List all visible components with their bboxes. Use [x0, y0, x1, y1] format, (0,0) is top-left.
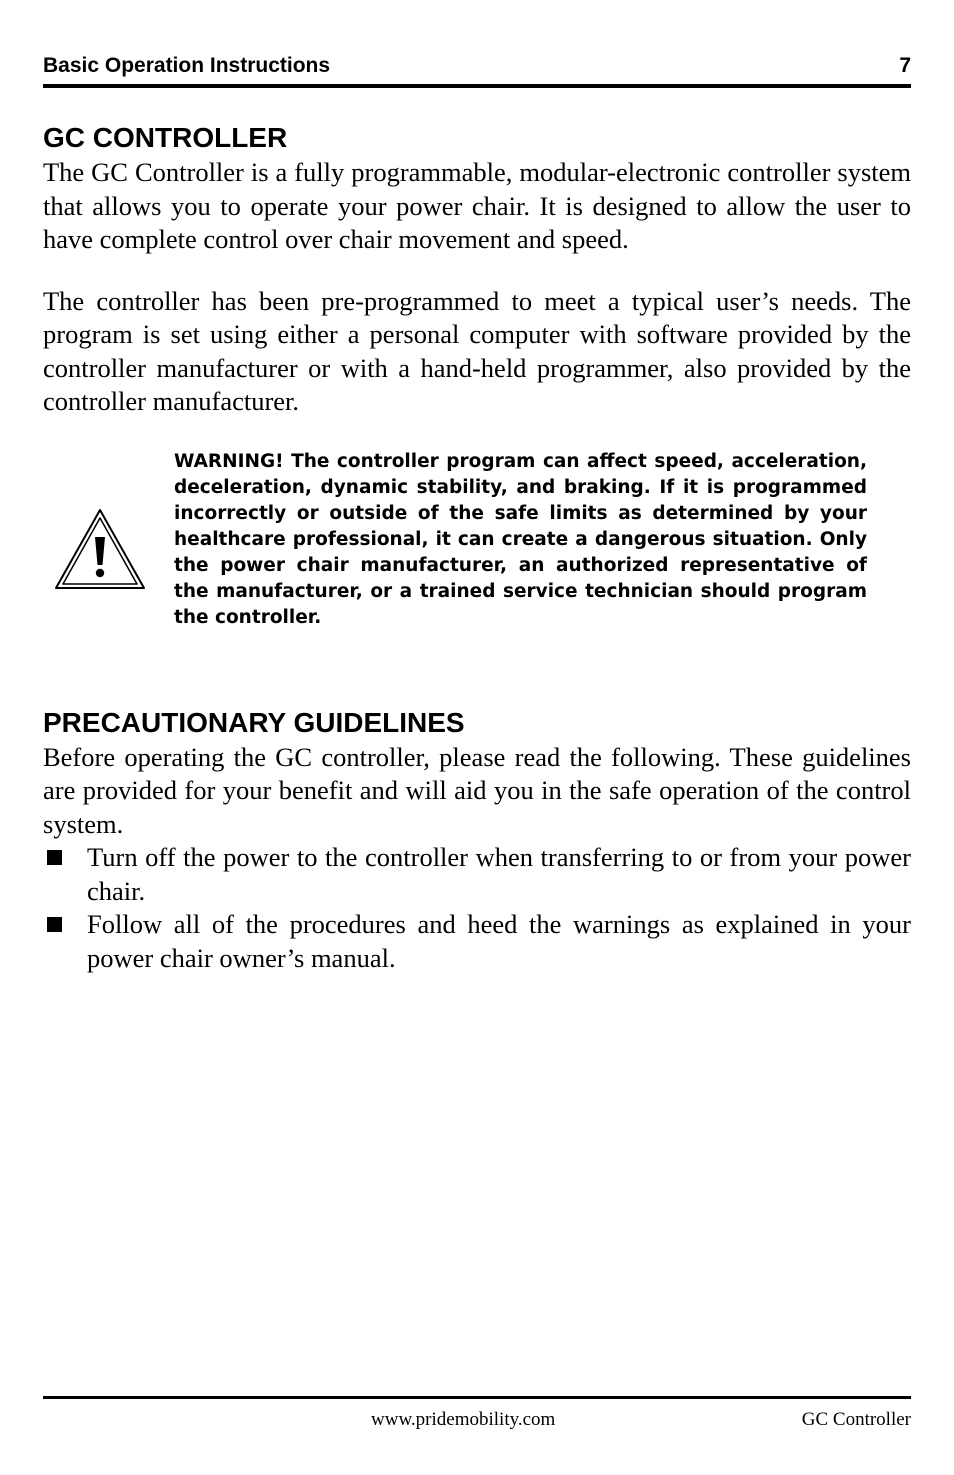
list-item-text: Turn off the power to the controller when transferring to or from your power chair. — [87, 842, 911, 906]
warning-triangle-icon — [53, 507, 147, 593]
paragraph-intro: The GC Controller is a fully programmable, modular-electronic controller system that allows you to operate your power chair. It is designed to allow the user to have complete control over chair movement and speed. — [43, 157, 911, 254]
footer-doc-name: GC Controller — [801, 1409, 911, 1430]
square-bullet-icon — [47, 850, 62, 865]
paragraph-programming: The controller has been pre-programmed to meet a typical user’s needs. The program is set using either a personal computer with software provided by the controller manufacturer or with a hand-held programmer, also provided by the controller manufacturer. — [43, 285, 911, 416]
section-heading-precautionary: PRECAUTIONARY GUIDELINES — [43, 706, 465, 738]
page-header — [43, 52, 911, 88]
header-title: Basic Operation Instructions — [43, 54, 331, 77]
warning-text: WARNING! The controller program can affect speed, acceleration, deceleration, dynamic stability, and braking. If it is programmed incorrectly or outside of the safe limits as determined by your healthcare professional, it can create a dangerous situation. Only the power chair manufacturer, an authorized representative of the manufacturer, or a trained service technician should program the controller. — [174, 450, 867, 628]
square-bullet-icon — [47, 917, 62, 932]
page-footer — [43, 1396, 911, 1430]
guideline-list — [43, 841, 911, 975]
list-item-text: Follow all of the procedures and heed the warnings as explained in your power chair owner’s manual. — [87, 909, 911, 973]
warning-block — [43, 449, 911, 669]
list-item — [43, 841, 911, 908]
precautionary-section — [43, 705, 911, 976]
footer-url: www.pridemobility.com — [371, 1409, 556, 1430]
section-heading-gc-controller: GC CONTROLLER — [43, 122, 288, 153]
page-number: 7 — [899, 54, 911, 77]
paragraph-precaution-intro: Before operating the GC controller, please read the following. These guidelines are provided for your benefit and will aid you in the safe operation of the control system. — [43, 741, 911, 839]
list-item — [43, 908, 911, 975]
page-content — [43, 120, 911, 975]
